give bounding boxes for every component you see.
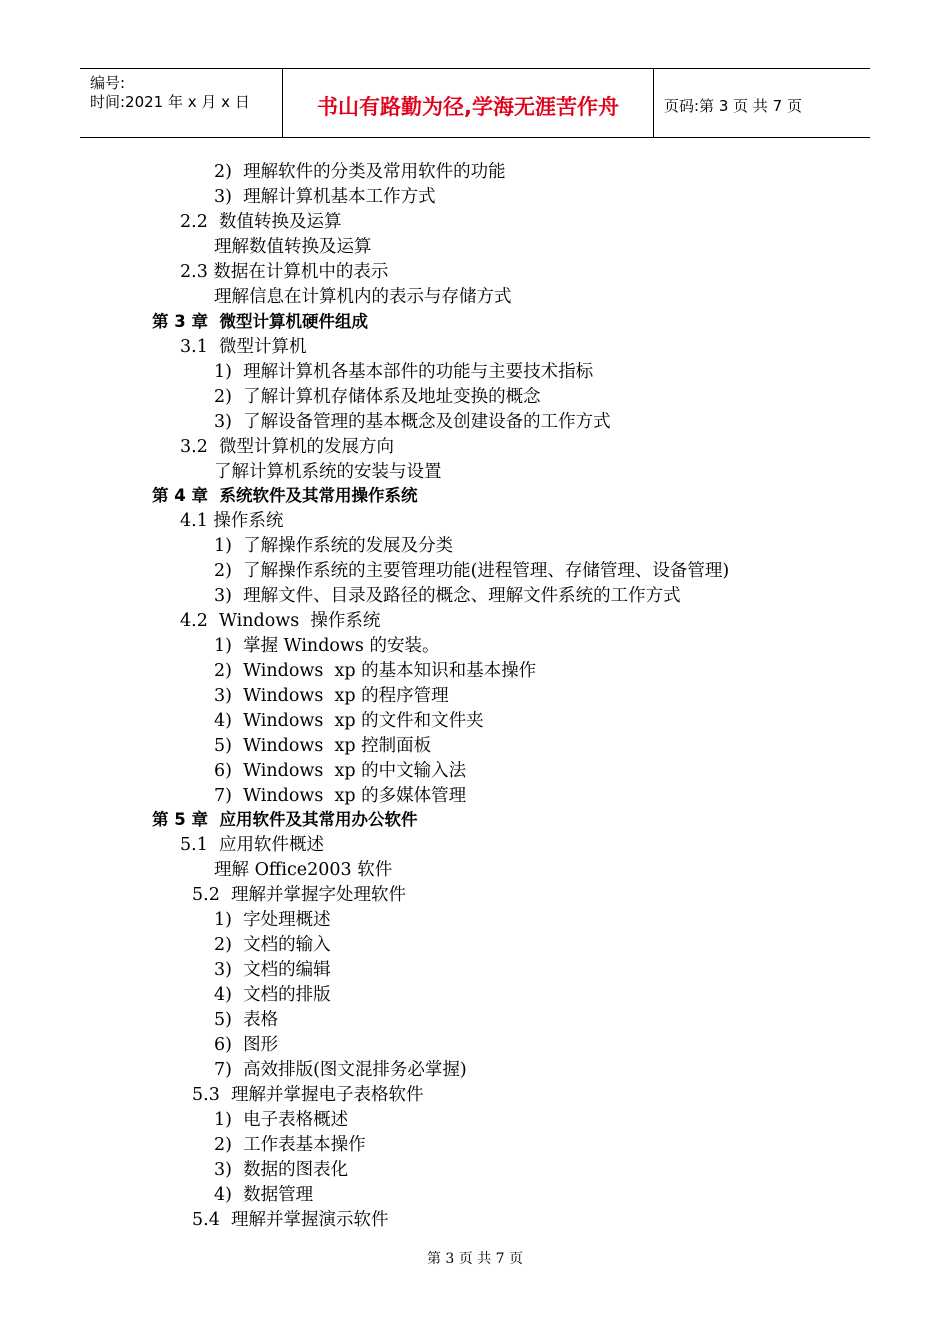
section-text: 了解计算机系统的安装与设置 (214, 462, 442, 482)
list-item: 5) Windows xp 控制面板 (214, 736, 432, 756)
section-heading: 5.4 理解并掌握演示软件 (192, 1210, 389, 1230)
list-item: 1) 电子表格概述 (214, 1110, 349, 1130)
list-item: 3) 理解计算机基本工作方式 (214, 187, 436, 207)
list-item: 2) 了解计算机存储体系及地址变换的概念 (214, 387, 541, 407)
chapter-heading: 第 5 章 应用软件及其常用办公软件 (152, 810, 418, 829)
page-header (80, 68, 870, 138)
section-heading: 5.1 应用软件概述 (180, 835, 324, 855)
header-page-cell (654, 69, 870, 137)
section-text: 理解数值转换及运算 (214, 237, 372, 257)
section-heading: 5.2 理解并掌握字处理软件 (192, 885, 406, 905)
list-item: 7) Windows xp 的多媒体管理 (214, 786, 467, 806)
list-item: 4) 文档的排版 (214, 985, 331, 1005)
section-heading: 5.3 理解并掌握电子表格软件 (192, 1085, 424, 1105)
section-text: 理解 Office2003 软件 (214, 860, 393, 880)
section-heading: 2.2 数值转换及运算 (180, 212, 342, 232)
list-item: 1) 字处理概述 (214, 910, 331, 930)
list-item: 1) 了解操作系统的发展及分类 (214, 536, 454, 556)
section-heading: 4.2 Windows 操作系统 (180, 611, 381, 631)
page-footer: 第 3 页 共 7 页 (426, 1251, 524, 1267)
list-item: 3) Windows xp 的程序管理 (214, 686, 449, 706)
section-heading: 4.1 操作系统 (180, 511, 284, 531)
section-text: 理解信息在计算机内的表示与存储方式 (214, 287, 512, 307)
chapter-heading: 第 3 章 微型计算机硬件组成 (152, 312, 368, 331)
section-heading: 3.2 微型计算机的发展方向 (180, 437, 394, 457)
header-page-number: 页码:第 3 页 共 7 页 (664, 97, 802, 115)
list-item: 3) 数据的图表化 (214, 1160, 349, 1180)
list-item: 6) Windows xp 的中文输入法 (214, 761, 467, 781)
list-item: 5) 表格 (214, 1010, 279, 1030)
list-item: 3) 理解文件、目录及路径的概念、理解文件系统的工作方式 (214, 586, 681, 606)
header-motto: 书山有路勤为径,学海无涯苦作舟 (317, 95, 619, 119)
doc-number-label: 编号: (90, 74, 126, 92)
doc-date-label: 时间:2021 年 x 月 x 日 (90, 93, 250, 111)
list-item: 6) 图形 (214, 1035, 279, 1055)
list-item: 2) Windows xp 的基本知识和基本操作 (214, 661, 537, 681)
header-motto-cell (283, 69, 654, 137)
list-item: 2) 理解软件的分类及常用软件的功能 (214, 162, 506, 182)
list-item: 2) 了解操作系统的主要管理功能(进程管理、存储管理、设备管理) (214, 561, 730, 581)
section-heading: 2.3 数据在计算机中的表示 (180, 262, 389, 282)
list-item: 1) 理解计算机各基本部件的功能与主要技术指标 (214, 362, 594, 382)
list-item: 4) 数据管理 (214, 1185, 314, 1205)
section-heading: 3.1 微型计算机 (180, 337, 307, 357)
list-item: 2) 文档的输入 (214, 935, 331, 955)
list-item: 4) Windows xp 的文件和文件夹 (214, 711, 484, 731)
list-item: 3) 了解设备管理的基本概念及创建设备的工作方式 (214, 412, 611, 432)
chapter-heading: 第 4 章 系统软件及其常用操作系统 (152, 486, 418, 505)
header-meta (80, 69, 283, 137)
list-item: 2) 工作表基本操作 (214, 1135, 366, 1155)
list-item: 7) 高效排版(图文混排务必掌握) (214, 1060, 467, 1080)
list-item: 3) 文档的编辑 (214, 960, 331, 980)
list-item: 1) 掌握 Windows 的安装。 (214, 636, 440, 656)
